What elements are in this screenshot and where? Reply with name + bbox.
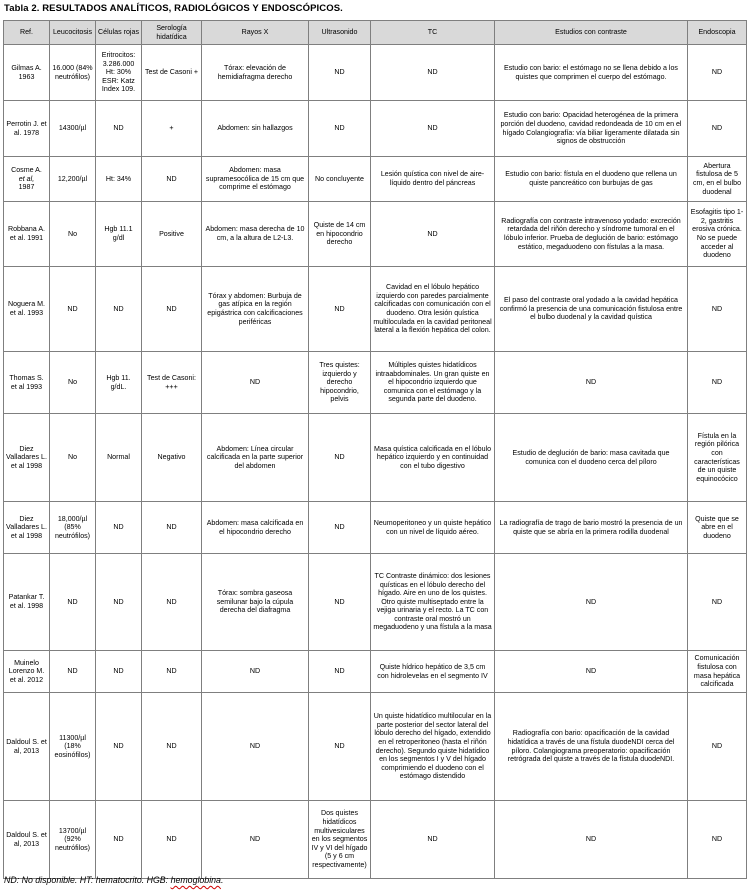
cell-ultrasonido: Dos quistes hidatídicos multivesiculares en los segmentos IV y VI del hígado (5 y 6 cm respectivamente)	[309, 801, 371, 879]
cell-endoscopia: Fístula en la región pilórica con características de un quiste equinocócico	[688, 414, 747, 502]
cell-endoscopia: Comunicación fistulosa con masa hepática calcificada	[688, 651, 747, 693]
cell-rayos-x: ND	[202, 352, 309, 414]
cell-tc: Neumoperitoneo y un quiste hepático con un nivel de líquido aéreo.	[371, 502, 495, 554]
table-row	[4, 45, 747, 101]
cell-celulas-rojas: ND	[96, 693, 142, 801]
cell-tc: ND	[371, 801, 495, 879]
footnote	[4, 875, 223, 885]
cell-contraste: La radiografía de trago de bario mostró la presencia de un quiste que se abría en la primera rodilla duodenal	[495, 502, 688, 554]
cell-serologia: Test de Casoni: +++	[142, 352, 202, 414]
cell-tc: ND	[371, 202, 495, 267]
cell-ultrasonido: No concluyente	[309, 157, 371, 202]
cell-leucocitosis: ND	[50, 651, 96, 693]
cell-tc: Quiste hídrico hepático de 3,5 cm con hidrolevelas en el segmento IV	[371, 651, 495, 693]
table-row	[4, 693, 747, 801]
table-row	[4, 801, 747, 879]
cell-ref	[4, 157, 50, 202]
cell-ref: Daldoul S. et al, 2013	[4, 801, 50, 879]
cell-celulas-rojas: Eritrocitos: 3.286.000 Ht: 30% ESR: Katz Index 109.	[96, 45, 142, 101]
cell-ultrasonido: Tres quistes: izquierdo y derecho hipocondrio, pelvis	[309, 352, 371, 414]
cell-rayos-x: Abdomen: Línea circular calcificada en la parte superior del abdomen	[202, 414, 309, 502]
cell-leucocitosis: No	[50, 414, 96, 502]
cell-leucocitosis: 11300/µl (18% eosinófilos)	[50, 693, 96, 801]
cell-ultrasonido: ND	[309, 554, 371, 651]
cell-serologia: ND	[142, 801, 202, 879]
cell-contraste: Estudio con bario: fístula en el duodeno que rellena un quiste pancreático con burbujas de gas	[495, 157, 688, 202]
cell-celulas-rojas: ND	[96, 801, 142, 879]
cell-ultrasonido: ND	[309, 651, 371, 693]
ref-author: Cosme A.	[11, 166, 42, 175]
cell-endoscopia: ND	[688, 693, 747, 801]
header-tc: TC	[371, 21, 495, 45]
cell-ultrasonido: Quiste de 14 cm en hipocondrio derecho	[309, 202, 371, 267]
cell-rayos-x: Abdomen: sin hallazgos	[202, 101, 309, 157]
table-row	[4, 651, 747, 693]
cell-rayos-x: ND	[202, 801, 309, 879]
cell-contraste: Radiografía con bario: opacificación de la cavidad hidatídica a través de una fístula duodeNDI cerca del píloro. Colangiograma preoperatorio: opacificación retrógrada del quiste a través de la fístula duodeNDI.	[495, 693, 688, 801]
cell-ultrasonido: ND	[309, 502, 371, 554]
header-serologia: Serología hidatídica	[142, 21, 202, 45]
cell-tc: ND	[371, 101, 495, 157]
cell-serologia: ND	[142, 693, 202, 801]
table-title: Tabla 2. RESULTADOS ANALÍTICOS, RADIOLÓGICOS Y ENDOSCÓPICOS.	[4, 3, 343, 14]
cell-endoscopia: ND	[688, 554, 747, 651]
cell-leucocitosis: 14300/µl	[50, 101, 96, 157]
header-ultrasonido: Ultrasonido	[309, 21, 371, 45]
table-row	[4, 157, 747, 202]
cell-rayos-x: Tórax: sombra gaseosa semilunar bajo la cúpula derecha del diafragma	[202, 554, 309, 651]
ref-et-al: et al,	[18, 174, 35, 183]
cell-endoscopia: ND	[688, 101, 747, 157]
cell-ultrasonido: ND	[309, 45, 371, 101]
cell-rayos-x: Tórax: elevación de hemidiafragma derecho	[202, 45, 309, 101]
table-row	[4, 101, 747, 157]
cell-endoscopia: ND	[688, 801, 747, 879]
cell-rayos-x: ND	[202, 651, 309, 693]
footnote-hemoglobina: hemoglobina	[170, 875, 221, 885]
header-celulas-rojas: Células rojas	[96, 21, 142, 45]
cell-tc: TC Contraste dinámico: dos lesiones quísticas en el lóbulo derecho del hígado. Aire en uno de los quistes. Otro quiste multiseptado entre la vejiga urinaria y el recto. La TC con contraste oral mostró un megaduodeno y una fístula a la masa	[371, 554, 495, 651]
header-leucocitosis: Leucocitosis	[50, 21, 96, 45]
cell-serologia: ND	[142, 157, 202, 202]
cell-celulas-rojas: ND	[96, 101, 142, 157]
header-endoscopia: Endoscopia	[688, 21, 747, 45]
cell-endoscopia: Abertura fistulosa de 5 cm, en el bulbo duodenal	[688, 157, 747, 202]
table-row	[4, 267, 747, 352]
cell-leucocitosis: No	[50, 352, 96, 414]
header-contraste: Estudios con contraste	[495, 21, 688, 45]
cell-contraste: El paso del contraste oral yodado a la cavidad hepática confirmó la presencia de una comunicación fistulosa entre el bulbo duodenal y la cavidad quística	[495, 267, 688, 352]
cell-rayos-x: Abdomen: masa supramesocólica de 15 cm que comprime el estómago	[202, 157, 309, 202]
cell-leucocitosis: 13700/µl (92% neutrófilos)	[50, 801, 96, 879]
footnote-end: .	[220, 875, 224, 885]
cell-serologia: Negativo	[142, 414, 202, 502]
cell-leucocitosis: ND	[50, 554, 96, 651]
cell-contraste: ND	[495, 801, 688, 879]
header-ref: Ref.	[4, 21, 50, 45]
cell-tc: Lesión quística con nivel de aire-líquido dentro del páncreas	[371, 157, 495, 202]
cell-rayos-x: Tórax y abdomen: Burbuja de gas atípica en la región epigástrica con calcificaciones periféricas	[202, 267, 309, 352]
cell-contraste: Estudio con bario: el estómago no se llena debido a los quistes que comprimen el cuerpo del estómago.	[495, 45, 688, 101]
cell-tc: Múltiples quistes hidatídicos intraabdominales. Un gran quiste en el hipocondrio izquierdo que comunica con el estómago y la segunda parte del duodeno.	[371, 352, 495, 414]
cell-leucocitosis: 16.000 (84% neutrófilos)	[50, 45, 96, 101]
cell-ref: Daldoul S. et al, 2013	[4, 693, 50, 801]
cell-rayos-x: Abdomen: masa derecha de 10 cm, a la altura de L2-L3.	[202, 202, 309, 267]
cell-celulas-rojas: Normal	[96, 414, 142, 502]
table-row	[4, 414, 747, 502]
cell-ultrasonido: ND	[309, 414, 371, 502]
cell-ultrasonido: ND	[309, 693, 371, 801]
cell-contraste: ND	[495, 554, 688, 651]
cell-contraste: Radiografía con contraste intravenoso yodado: excreción retardada del riñón derecho y síndrome tumoral en el lóbulo inferior. Prueba de deglución de bario: estómago estático, megaduodeno con fístulas a la masa.	[495, 202, 688, 267]
cell-endoscopia: Quiste que se abre en el duodeno	[688, 502, 747, 554]
cell-ref: Perrotin J. et al. 1978	[4, 101, 50, 157]
cell-celulas-rojas: Hgb 11. g/dL.	[96, 352, 142, 414]
cell-contraste: Estudio de deglución de bario: masa cavitada que comunica con el duodeno cerca del píloro	[495, 414, 688, 502]
cell-ultrasonido: ND	[309, 101, 371, 157]
ref-year: 1987	[18, 183, 35, 192]
cell-ref: Patankar T. et al. 1998	[4, 554, 50, 651]
cell-contraste: ND	[495, 352, 688, 414]
cell-celulas-rojas: ND	[96, 502, 142, 554]
cell-ref: Muinelo Lorenzo M. et al. 2012	[4, 651, 50, 693]
cell-ref: Thomas S. et al 1993	[4, 352, 50, 414]
cell-ref: Diez Valladares L. et al 1998	[4, 502, 50, 554]
cell-leucocitosis: ND	[50, 267, 96, 352]
cell-serologia: ND	[142, 502, 202, 554]
cell-leucocitosis: 18,000/µl (85% neutrófilos)	[50, 502, 96, 554]
cell-serologia: Test de Casoni +	[142, 45, 202, 101]
cell-serologia: ND	[142, 651, 202, 693]
table-row	[4, 554, 747, 651]
cell-serologia: +	[142, 101, 202, 157]
cell-leucocitosis: 12,200/µl	[50, 157, 96, 202]
table-row	[4, 202, 747, 267]
cell-serologia: ND	[142, 267, 202, 352]
cell-tc: Masa quística calcificada en el lóbulo hepático izquierdo y en continuidad con el tubo digestivo	[371, 414, 495, 502]
header-rayos-x: Rayos X	[202, 21, 309, 45]
cell-contraste: Estudio con bario: Opacidad heterogénea de la primera porción del duodeno, cavidad redondeada de 10 cm en el hígado Colangiografía: vía biliar ligeramente dilatada sin signos de obstrucción	[495, 101, 688, 157]
cell-celulas-rojas: Ht: 34%	[96, 157, 142, 202]
cell-ultrasonido: ND	[309, 267, 371, 352]
cell-serologia: ND	[142, 554, 202, 651]
results-table	[3, 20, 747, 879]
table-row	[4, 502, 747, 554]
header-row	[4, 21, 747, 45]
table-row	[4, 352, 747, 414]
cell-tc: Cavidad en el lóbulo hepático izquierdo con paredes parcialmente calcificadas con comunicación con el duodeno. Otra lesión quística multiloculada en la cavidad peritoneal lateral a la flexión hepática del colon.	[371, 267, 495, 352]
cell-contraste: ND	[495, 651, 688, 693]
cell-endoscopia: ND	[688, 45, 747, 101]
cell-endoscopia: Esofagitis tipo 1-2, gastritis erosiva crónica. No se puede acceder al duodeno	[688, 202, 747, 267]
cell-endoscopia: ND	[688, 267, 747, 352]
cell-ref: Robbana A. et al. 1991	[4, 202, 50, 267]
cell-rayos-x: ND	[202, 693, 309, 801]
cell-celulas-rojas: ND	[96, 554, 142, 651]
cell-ref: Noguera M. et al. 1993	[4, 267, 50, 352]
cell-ref: Diez Valladares L. et al 1998	[4, 414, 50, 502]
cell-celulas-rojas: Hgb 11.1 g/dl	[96, 202, 142, 267]
cell-serologia: Positive	[142, 202, 202, 267]
cell-leucocitosis: No	[50, 202, 96, 267]
cell-endoscopia: ND	[688, 352, 747, 414]
cell-celulas-rojas: ND	[96, 267, 142, 352]
footnote-text: ND: No disponible. HT: hematocrito. HGB:	[4, 875, 171, 885]
cell-rayos-x: Abdomen: masa calcificada en el hipocondrio derecho	[202, 502, 309, 554]
cell-celulas-rojas: ND	[96, 651, 142, 693]
cell-ref: Gilmas A. 1963	[4, 45, 50, 101]
cell-tc: Un quiste hidatídico multilocular en la parte posterior del sector lateral del lóbulo derecho del hígado, extendido en el retroperitoneo (hasta el riñón derecho). Segundo quiste hidatídico en los segmentos I y V del hígado comprimiendo el duodeno con el estómago distendido	[371, 693, 495, 801]
cell-tc: ND	[371, 45, 495, 101]
